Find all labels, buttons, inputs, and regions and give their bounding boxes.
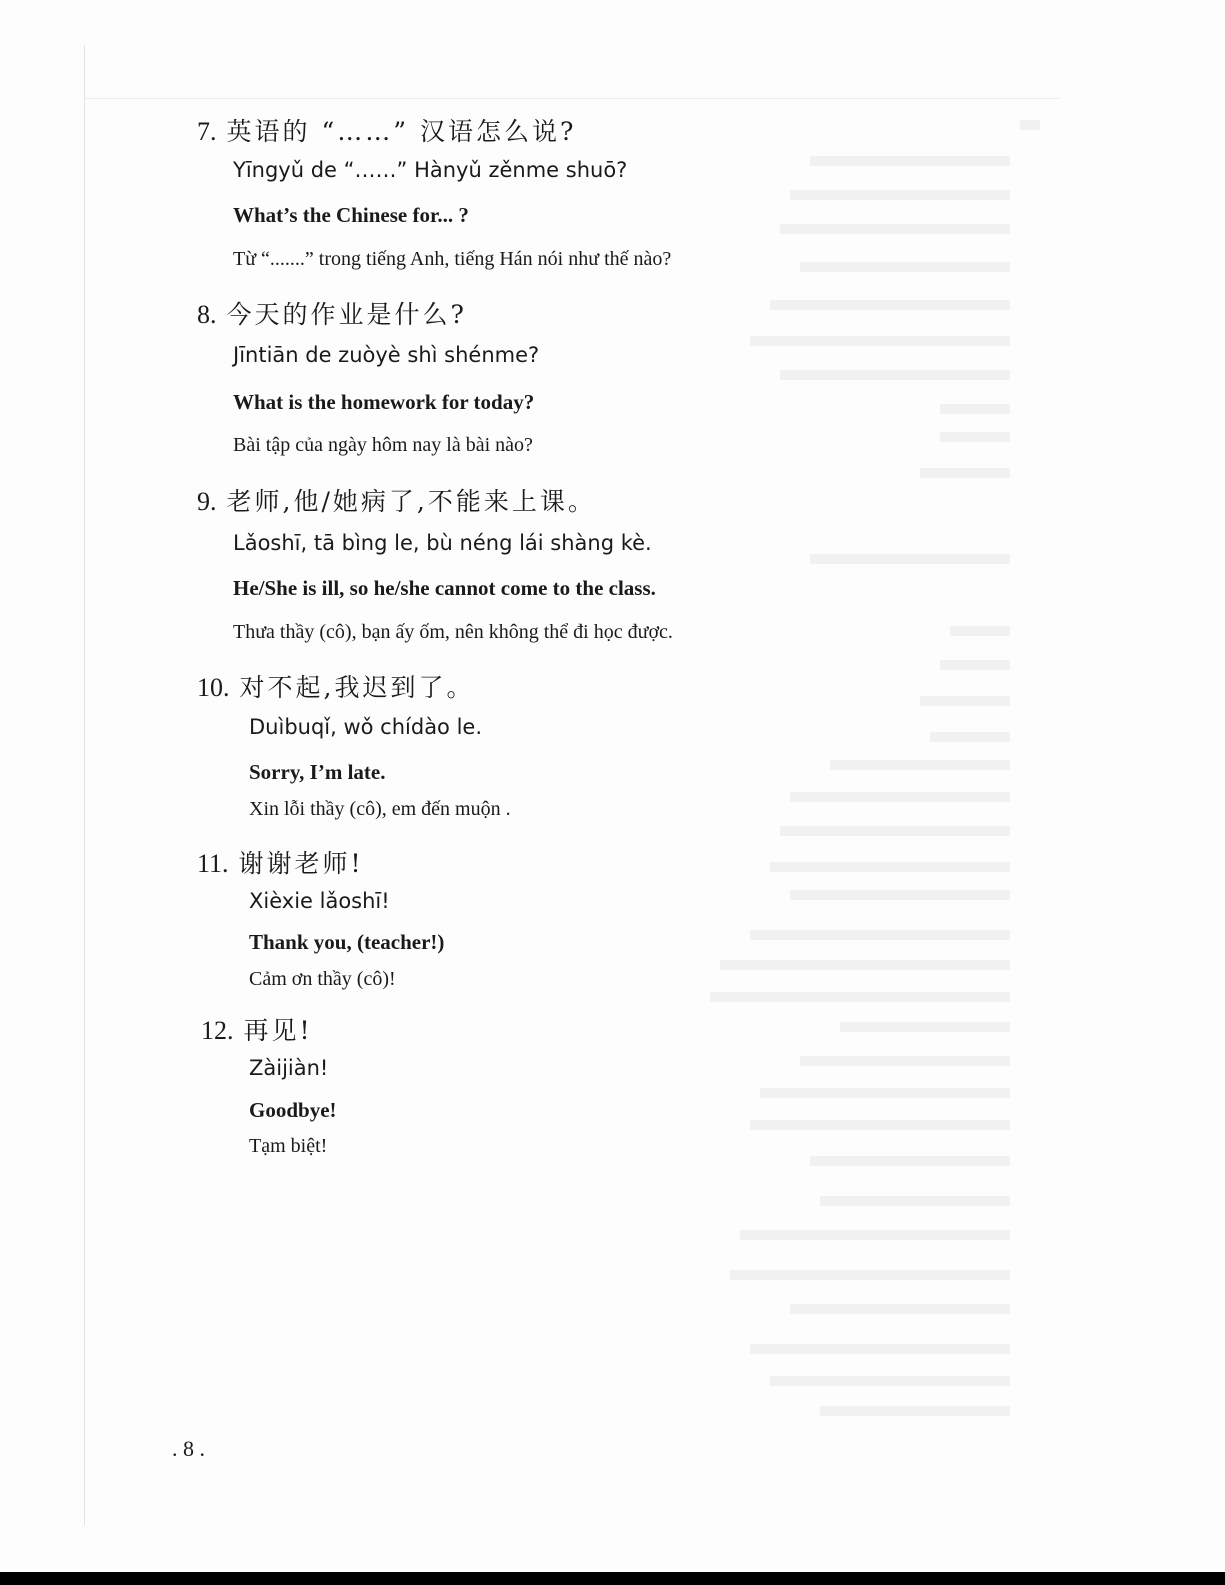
phrase-12-vietnamese: Tạm biệt! <box>249 1135 328 1157</box>
phrase-9-pinyin: Lǎoshī, tā bìng le, bù néng lái shàng kè. <box>233 531 652 555</box>
phrase-7-vietnamese: Từ “.......” trong tiếng Anh, tiếng Hán nói như thế nào? <box>233 248 672 270</box>
phrase-9-chinese: 9. 老师,他/她病了,不能来上课。 <box>197 487 596 516</box>
page-number: . 8 . <box>172 1436 205 1461</box>
bleed-through-text <box>690 120 1050 1430</box>
phrase-10-english: Sorry, I’m late. <box>249 760 386 784</box>
phrase-8-vietnamese: Bài tập của ngày hôm nay là bài nào? <box>233 434 533 456</box>
phrase-11-chinese: 11. 谢谢老师! <box>197 849 364 878</box>
page-edge-top <box>84 98 1059 99</box>
phrase-10-pinyin: Duìbuqǐ, wǒ chídào le. <box>249 715 483 739</box>
phrase-8-chinese: 8. 今天的作业是什么? <box>197 300 467 329</box>
phrase-7-pinyin: Yīngyǔ de “……” Hànyǔ zěnme shuō? <box>233 158 628 182</box>
phrase-10-vietnamese: Xin lỗi thầy (cô), em đến muộn . <box>249 798 511 820</box>
phrase-12-pinyin: Zàijiàn! <box>249 1056 329 1080</box>
phrase-11-vietnamese: Cảm ơn thầy (cô)! <box>249 968 396 990</box>
phrase-9-english: He/She is ill, so he/she cannot come to the class. <box>233 576 656 600</box>
phrase-7-chinese: 7. 英语的 “……” 汉语怎么说? <box>197 117 577 146</box>
phrase-7-english: What’s the Chinese for... ? <box>233 203 469 227</box>
phrase-8-pinyin: Jīntiān de zuòyè shì shénme? <box>233 343 540 367</box>
phrase-11-pinyin: Xièxie lǎoshī! <box>249 889 390 913</box>
phrase-10-chinese: 10. 对不起,我迟到了。 <box>197 673 475 702</box>
phrase-12-chinese: 12. 再见! <box>201 1016 313 1045</box>
phrase-11-english: Thank you, (teacher!) <box>249 930 445 954</box>
scan-bottom-border <box>0 1572 1225 1585</box>
phrase-9-vietnamese: Thưa thầy (cô), bạn ấy ốm, nên không thể đi học được. <box>233 621 673 643</box>
page-edge-left <box>84 45 85 1525</box>
phrase-8-english: What is the homework for today? <box>233 390 535 414</box>
phrase-12-english: Goodbye! <box>249 1098 337 1122</box>
